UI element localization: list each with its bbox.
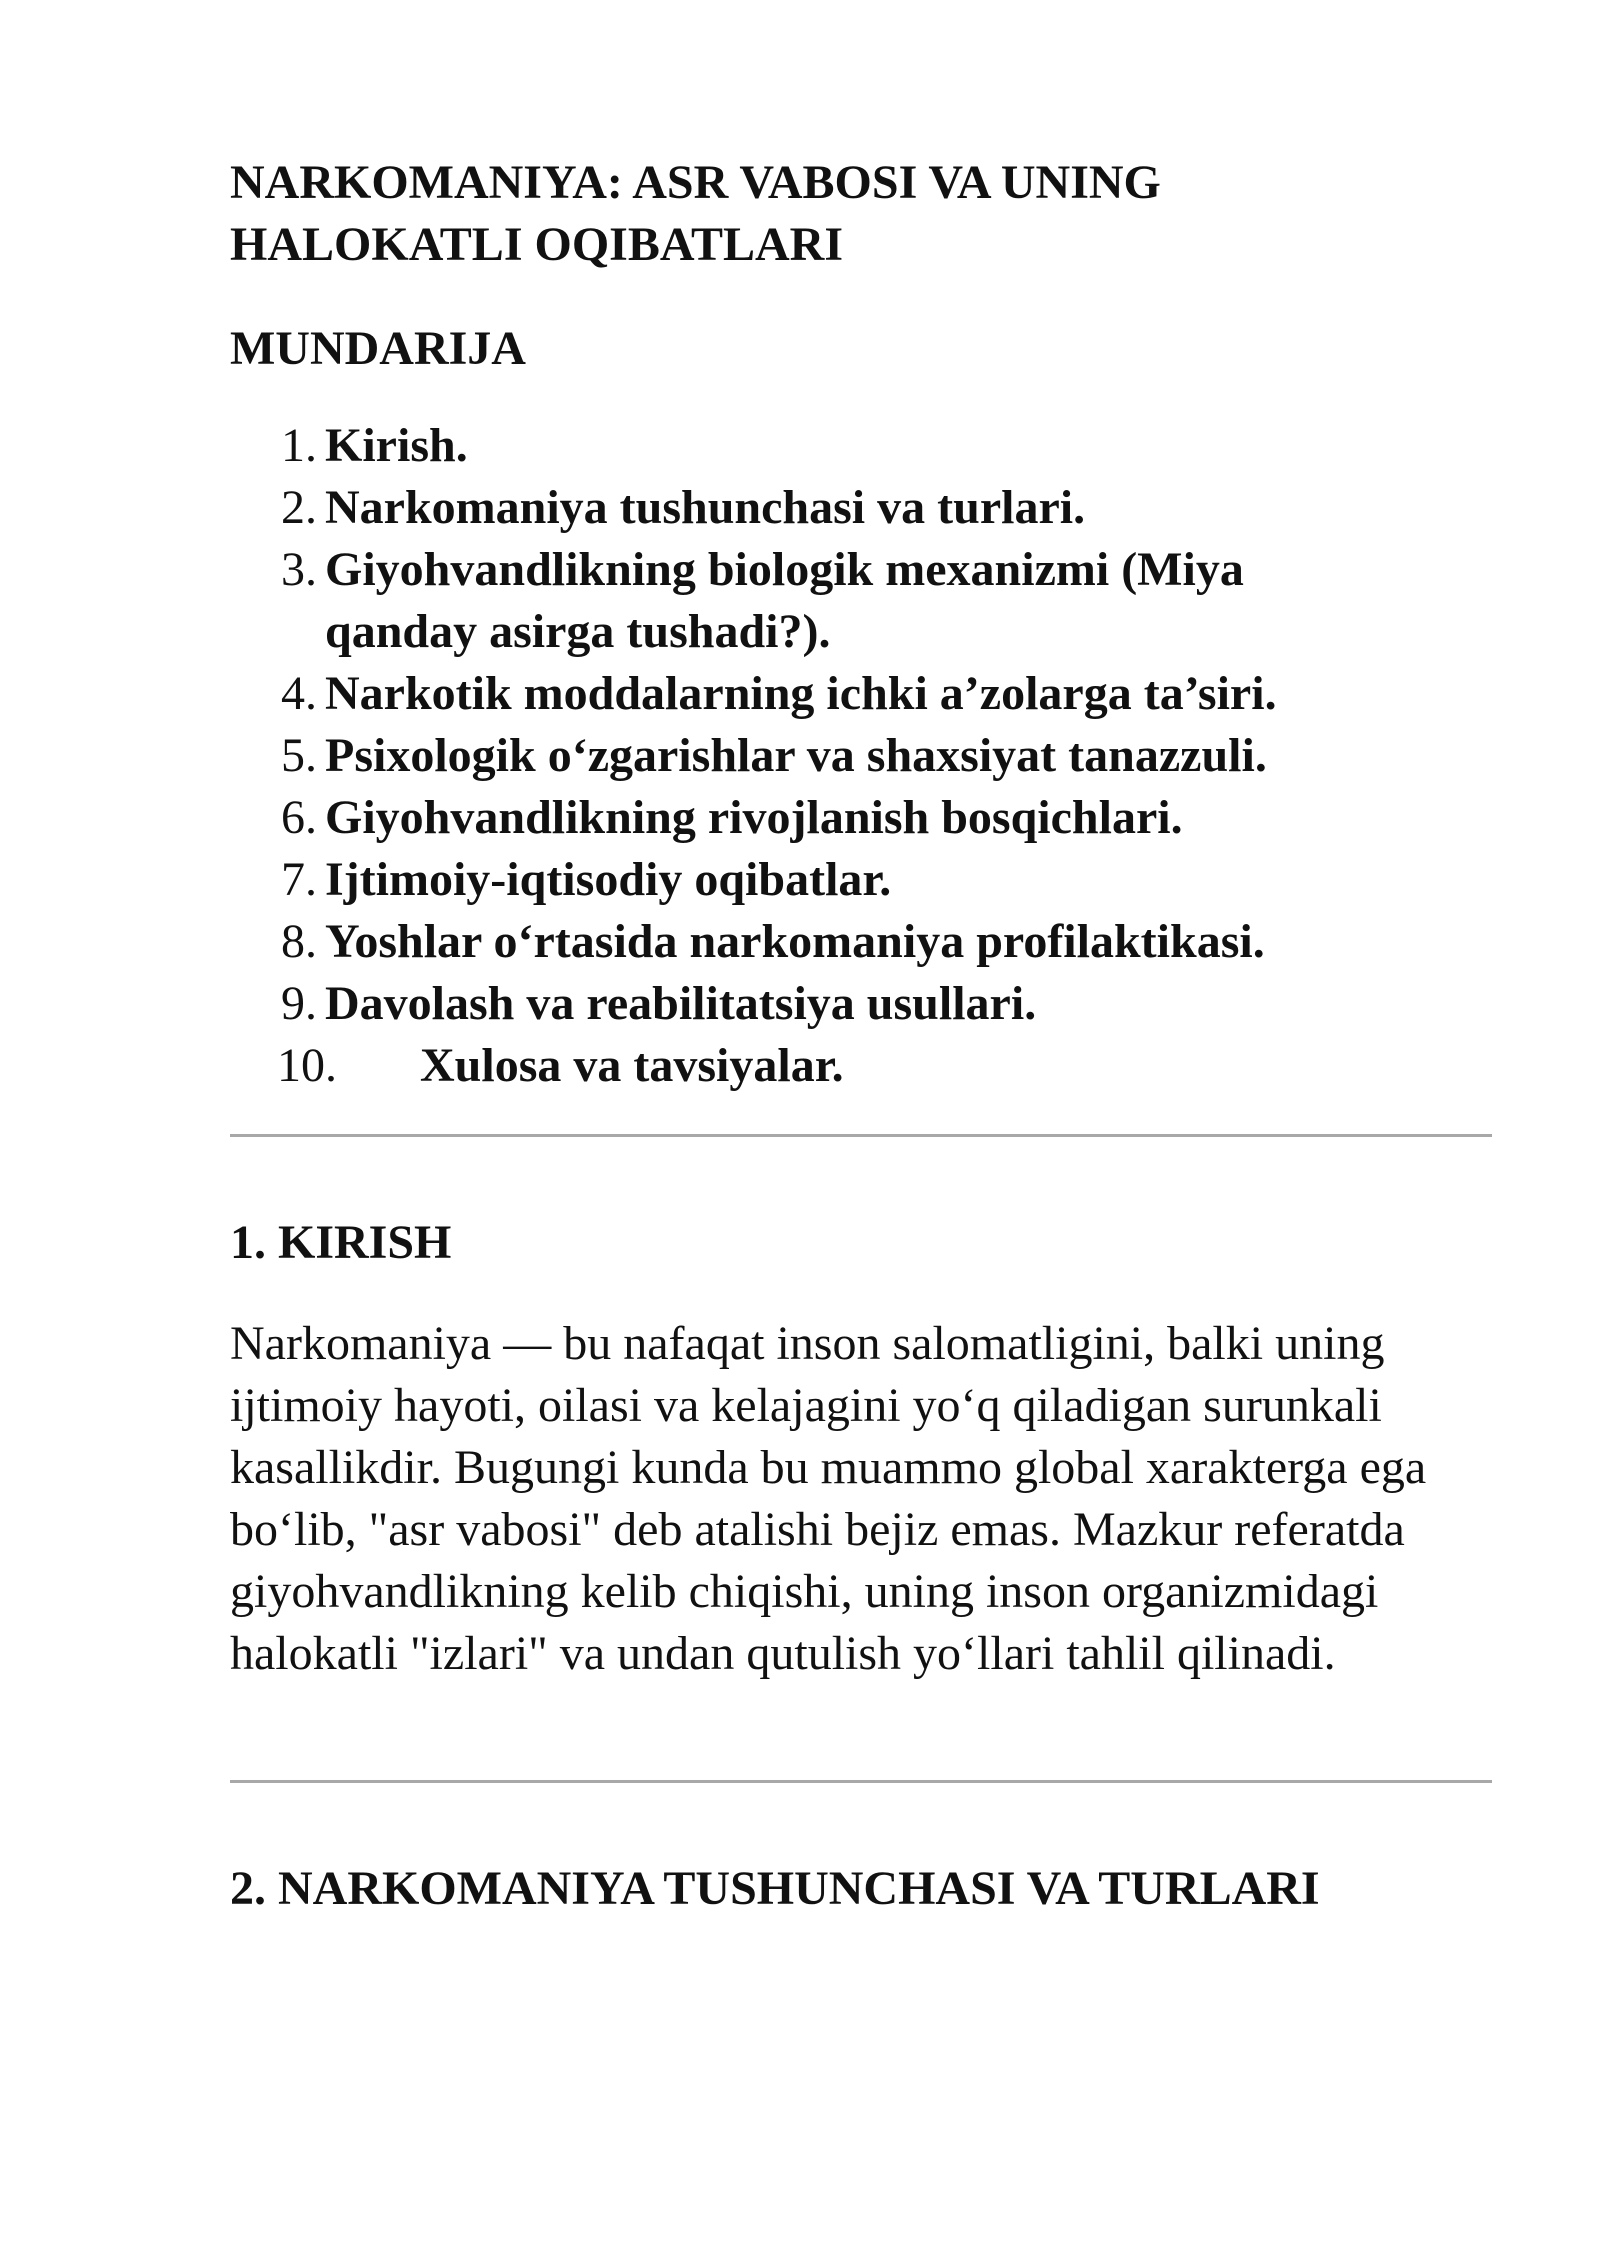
toc-item-number: 10. bbox=[277, 1039, 337, 1092]
toc-item-number: 8. bbox=[281, 915, 317, 968]
section-paragraph-kirish: Narkomaniya — bu nafaqat inson salomatligini, balki uning ijtimoiy hayoti, oilasi va kelajagini yo‘q qiladigan surunkali kasallikdir. Bugungi kunda bu muammo global xarakterga ega bo‘lib, "asr vabosi" deb atalishi bejiz emas. Mazkur referatda giyohvandlikning kelib chiqishi, uning inson organizmidagi halokatli "izlari" va undan qutulish yo‘llari tahlil qilinadi. bbox=[230, 1317, 1427, 1680]
toc-item bbox=[230, 911, 1490, 973]
toc-item-label: Narkomaniya tushunchasi va turlari. bbox=[325, 481, 1086, 534]
section-heading-narkomaniya-tushunchasi: 2. NARKOMANIYA TUSHUNCHASI VA TURLARI bbox=[230, 1862, 1320, 1915]
toc-item-label: Giyohvandlikning rivojlanish bosqichlari. bbox=[325, 791, 1183, 844]
toc-item bbox=[230, 725, 1490, 787]
toc-item-number: 1. bbox=[281, 419, 317, 472]
toc-item-label: Kirish. bbox=[325, 419, 468, 472]
toc-item-label: Narkotik moddalarning ichki a’zolarga ta’siri. bbox=[325, 667, 1277, 720]
document-title: NARKOMANIYA: ASR VABOSI VA UNING HALOKATLI OQIBATLARI bbox=[230, 156, 1161, 271]
toc-item-number: 2. bbox=[281, 481, 317, 534]
toc-item bbox=[230, 477, 1490, 539]
toc-item bbox=[230, 415, 1490, 477]
toc-item-label: Yoshlar o‘rtasida narkomaniya profilaktikasi. bbox=[325, 915, 1265, 968]
toc-item-number: 3. bbox=[281, 543, 317, 596]
toc-item bbox=[230, 1035, 1490, 1097]
section-divider bbox=[230, 1780, 1492, 1783]
section-heading-kirish: 1. KIRISH bbox=[230, 1216, 452, 1269]
section-divider bbox=[230, 1134, 1492, 1137]
toc-item-number: 7. bbox=[281, 853, 317, 906]
toc-item bbox=[230, 787, 1490, 849]
table-of-contents-heading: MUNDARIJA bbox=[230, 322, 526, 375]
toc-item bbox=[230, 539, 1490, 663]
toc-item bbox=[230, 849, 1490, 911]
toc-item bbox=[230, 973, 1490, 1035]
toc-item-label: Davolash va reabilitatsiya usullari. bbox=[325, 977, 1037, 1030]
toc-item-number: 5. bbox=[281, 729, 317, 782]
toc-item-label: Giyohvandlikning biologik mexanizmi (Miya qanday asirga tushadi?). bbox=[325, 543, 1244, 658]
toc-item-label: Psixologik o‘zgarishlar va shaxsiyat tanazzuli. bbox=[325, 729, 1267, 782]
toc-item-label: Ijtimoiy-iqtisodiy oqibatlar. bbox=[325, 853, 892, 906]
toc-item-number: 6. bbox=[281, 791, 317, 844]
toc-item-number: 4. bbox=[281, 667, 317, 720]
toc-item-label: Xulosa va tavsiyalar. bbox=[420, 1039, 844, 1092]
toc-item-number: 9. bbox=[281, 977, 317, 1030]
table-of-contents bbox=[230, 415, 1490, 1097]
toc-item bbox=[230, 663, 1490, 725]
